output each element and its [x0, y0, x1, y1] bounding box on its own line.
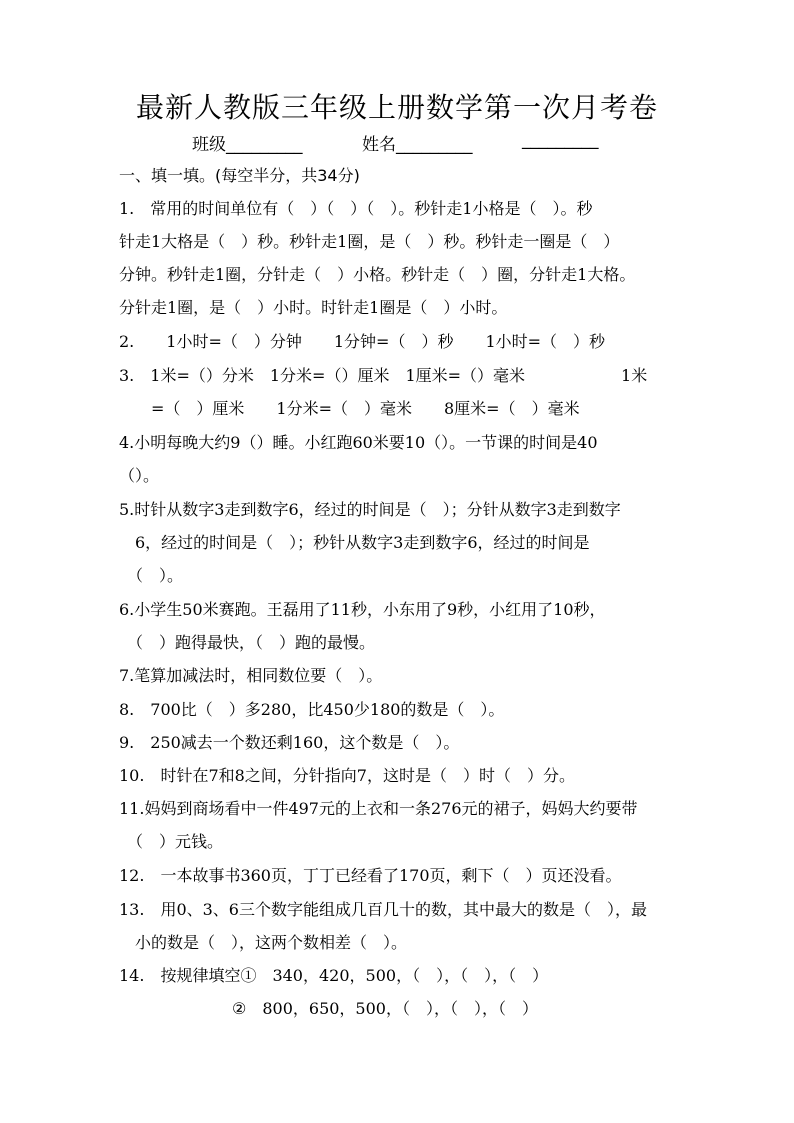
question-line: 4.小明每晚大约9（）睡。小红跑60米要10（）。一节课的时间是40 [119, 433, 598, 452]
question-line: 6.小学生50米赛跑。王磊用了11秒，小东用了9秒，小红用了10秒， [119, 600, 606, 619]
question-line: 11.妈妈到商场看中一件497元的上衣和一条276元的裙子，妈妈大约要带 [119, 799, 638, 818]
question-line: 12. 一本故事书360页，丁丁已经看了170页，剩下（ ）页还没看。 [119, 866, 622, 885]
question-line: 针走1大格是（ ）秒。秒针走1圈，是（ ）秒。秒针走一圈是（ ） [119, 232, 620, 251]
question-line: ② 800，650，500，（ ），（ ），（ ） [232, 999, 538, 1018]
exam-title: 最新人教版三年级上册数学第一次月考卷 [135, 91, 658, 124]
question-line: 6，经过的时间是（ ）；秒针从数字3走到数字6，经过的时间是 [119, 533, 590, 552]
class-field[interactable]: 班级_________ [192, 135, 303, 155]
question-line: 小的数是（ ），这两个数相差（ ）。 [119, 933, 408, 952]
name-field[interactable]: 姓名_________ [362, 135, 473, 155]
question-line: 8. 700比（ ）多280，比450少180的数是（ ）。 [119, 700, 505, 719]
question-line: 分钟。秒针走1圈，分针走（ ）小格。秒针走（ ）圈，分针走1大格。 [119, 265, 636, 284]
question-line: 1. 常用的时间单位有（ ）（ ）（ ）。秒针走1小格是（ ）。秒 [119, 199, 593, 218]
question-line: （）。 [119, 466, 160, 485]
question-line: =（ ）厘米 1分米=（ ）毫米 8厘米=（ ）毫米 [119, 399, 580, 418]
question-line: 7.笔算加减法时，相同数位要（ ）。 [119, 666, 383, 685]
question-line: 分针走1圈，是（ ）小时。时针走1圈是（ ）小时。 [119, 298, 508, 317]
question-line: 5.时针从数字3走到数字6，经过的时间是（ ）；分针从数字3走到数字 [119, 500, 621, 519]
extra-field[interactable]: _________ [522, 130, 599, 150]
question-line: 2. 1小时=（ ）分钟 1分钟=（ ）秒 1小时=（ ）秒 [119, 332, 606, 351]
question-line: 14. 按规律填空① 340，420，500，（ ），（ ），（ ） [119, 966, 549, 985]
question-line: 3. 1米=（）分米 1分米=（）厘米 1厘米=（）毫米 1米 [119, 366, 648, 385]
question-line: 9. 250减去一个数还剩160，这个数是（ ）。 [119, 733, 460, 752]
question-line: 10. 时针在7和8之间，分针指向7，这时是（ ）时（ ）分。 [119, 766, 575, 785]
question-line: （ ）跑得最快，（ ）跑的最慢。 [119, 633, 376, 652]
section-heading: 一、填一填。(每空半分，共34分) [119, 166, 360, 185]
question-line: 13. 用0、3、6三个数字能组成几百几十的数，其中最大的数是（ ），最 [119, 900, 647, 919]
question-line: （ ）元钱。 [119, 832, 224, 851]
question-line: （ ）。 [119, 566, 184, 585]
